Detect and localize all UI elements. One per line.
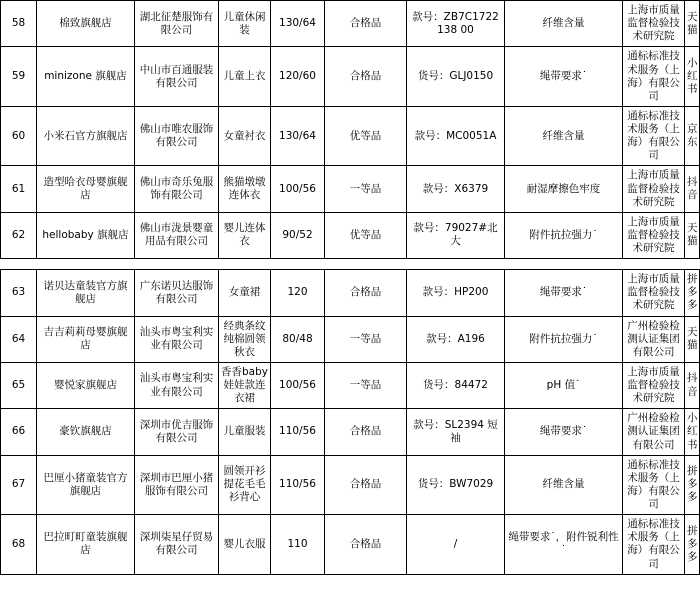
cell-result: 一等品 bbox=[325, 166, 407, 212]
cell-producer: 佛山市奇乐兔服饰有限公司 bbox=[135, 166, 219, 212]
cell-agency: 通标标准技术服务（上海）有限公司 bbox=[623, 106, 685, 166]
cell-item: 附件抗拉强力˙ bbox=[505, 316, 623, 362]
cell-code: 货号：GLJ0150 bbox=[407, 47, 505, 107]
cell-agency: 广州检验检测认证集团有限公司 bbox=[623, 409, 685, 455]
cell-result: 合格品 bbox=[325, 47, 407, 107]
cell-result: 合格品 bbox=[325, 515, 407, 575]
cell-agency: 广州检验检测认证集团有限公司 bbox=[623, 316, 685, 362]
cell-item: 耐湿摩擦色牢度 bbox=[505, 166, 623, 212]
cell-spec: 120 bbox=[271, 270, 325, 316]
cell-shop: 诺贝达童装官方旗舰店 bbox=[37, 270, 135, 316]
cell-product: 婴儿衣服 bbox=[219, 515, 271, 575]
cell-producer: 深圳市优吉服饰有限公司 bbox=[135, 409, 219, 455]
cell-producer: 中山市百通服装有限公司 bbox=[135, 47, 219, 107]
cell-shop: 吉吉莉莉母婴旗舰店 bbox=[37, 316, 135, 362]
cell-code: 款号：MC0051A bbox=[407, 106, 505, 166]
cell-product: 经典条纹纯棉圆领秋衣 bbox=[219, 316, 271, 362]
cell-spec: 90/52 bbox=[271, 212, 325, 258]
cell-agency: 上海市质量监督检验技术研究院 bbox=[623, 1, 685, 47]
cell-product: 儿童服装 bbox=[219, 409, 271, 455]
cell-no: 62 bbox=[1, 212, 37, 258]
cell-item: 纤维含量 bbox=[505, 106, 623, 166]
cell-product: 婴儿连体衣 bbox=[219, 212, 271, 258]
cell-result: 优等品 bbox=[325, 106, 407, 166]
cell-shop: 巴厘小猪童装官方旗舰店 bbox=[37, 455, 135, 515]
results-table-part-1 bbox=[0, 0, 700, 259]
cell-producer: 佛山市唯农服饰有限公司 bbox=[135, 106, 219, 166]
cell-product: 女童裙 bbox=[219, 270, 271, 316]
cell-spec: 110/56 bbox=[271, 409, 325, 455]
cell-agency: 上海市质量监督检验技术研究院 bbox=[623, 166, 685, 212]
cell-code: / bbox=[407, 515, 505, 575]
cell-result: 合格品 bbox=[325, 270, 407, 316]
cell-no: 66 bbox=[1, 409, 37, 455]
cell-no: 59 bbox=[1, 47, 37, 107]
cell-spec: 110 bbox=[271, 515, 325, 575]
cell-shop: 造型哈衣母婴旗舰店 bbox=[37, 166, 135, 212]
cell-agency: 通标标准技术服务（上海）有限公司 bbox=[623, 455, 685, 515]
cell-platform: 天猫 bbox=[685, 1, 700, 47]
cell-agency: 上海市质量监督检验技术研究院 bbox=[623, 270, 685, 316]
cell-product: 香香baby娃娃款连衣裙 bbox=[219, 362, 271, 408]
cell-code: 货号：BW7029 bbox=[407, 455, 505, 515]
cell-platform: 小红书 bbox=[685, 47, 700, 107]
cell-item: 绳带要求˙ bbox=[505, 270, 623, 316]
cell-agency: 通标标准技术服务（上海）有限公司 bbox=[623, 47, 685, 107]
cell-agency: 上海市质量监督检验技术研究院 bbox=[623, 212, 685, 258]
cell-shop: minizone 旗舰店 bbox=[37, 47, 135, 107]
cell-product: 儿童休闲装 bbox=[219, 1, 271, 47]
cell-item: pH 值˙ bbox=[505, 362, 623, 408]
cell-product: 女童衬衣 bbox=[219, 106, 271, 166]
cell-producer: 深圳市巴厘小猪服饰有限公司 bbox=[135, 455, 219, 515]
cell-spec: 80/48 bbox=[271, 316, 325, 362]
cell-code: 款号：A196 bbox=[407, 316, 505, 362]
cell-result: 合格品 bbox=[325, 455, 407, 515]
table-row bbox=[1, 270, 700, 316]
cell-no: 63 bbox=[1, 270, 37, 316]
cell-producer: 广东诺贝达服饰有限公司 bbox=[135, 270, 219, 316]
cell-platform: 拼多多 bbox=[685, 455, 700, 515]
cell-no: 61 bbox=[1, 166, 37, 212]
cell-code: 款号：SL2394 短袖 bbox=[407, 409, 505, 455]
table-row bbox=[1, 1, 700, 47]
cell-shop: 婴悦家旗舰店 bbox=[37, 362, 135, 408]
cell-no: 58 bbox=[1, 1, 37, 47]
table-row bbox=[1, 515, 700, 575]
cell-platform: 拼多多 bbox=[685, 270, 700, 316]
cell-shop: 小米石官方旗舰店 bbox=[37, 106, 135, 166]
cell-platform: 京东 bbox=[685, 106, 700, 166]
cell-agency: 上海市质量监督检验技术研究院 bbox=[623, 362, 685, 408]
cell-shop: 棉致旗舰店 bbox=[37, 1, 135, 47]
cell-spec: 100/56 bbox=[271, 166, 325, 212]
cell-result: 优等品 bbox=[325, 212, 407, 258]
cell-result: 合格品 bbox=[325, 1, 407, 47]
cell-platform: 天猫 bbox=[685, 316, 700, 362]
cell-platform: 拼多多 bbox=[685, 515, 700, 575]
cell-product: 儿童上衣 bbox=[219, 47, 271, 107]
cell-no: 64 bbox=[1, 316, 37, 362]
cell-result: 一等品 bbox=[325, 362, 407, 408]
table-row bbox=[1, 362, 700, 408]
cell-product: 熊猫墩墩连体衣 bbox=[219, 166, 271, 212]
page-break-gap bbox=[0, 259, 700, 269]
cell-code: 货号：84472 bbox=[407, 362, 505, 408]
cell-producer: 湖北征楚服饰有限公司 bbox=[135, 1, 219, 47]
cell-no: 60 bbox=[1, 106, 37, 166]
table-row bbox=[1, 212, 700, 258]
cell-item: 绳带要求˙ bbox=[505, 409, 623, 455]
cell-no: 68 bbox=[1, 515, 37, 575]
cell-platform: 小红书 bbox=[685, 409, 700, 455]
cell-result: 一等品 bbox=[325, 316, 407, 362]
cell-agency: 通标标准技术服务（上海）有限公司 bbox=[623, 515, 685, 575]
cell-shop: 巴拉町町童装旗舰店 bbox=[37, 515, 135, 575]
table-row bbox=[1, 455, 700, 515]
cell-product: 圆领开衫提花毛毛衫背心 bbox=[219, 455, 271, 515]
cell-item: 绳带要求˙ bbox=[505, 47, 623, 107]
cell-producer: 汕头市粤宝利实业有限公司 bbox=[135, 362, 219, 408]
cell-no: 65 bbox=[1, 362, 37, 408]
cell-no: 67 bbox=[1, 455, 37, 515]
cell-item: 附件抗拉强力˙ bbox=[505, 212, 623, 258]
cell-spec: 130/64 bbox=[271, 1, 325, 47]
cell-platform: 抖音 bbox=[685, 166, 700, 212]
table-row bbox=[1, 47, 700, 107]
cell-platform: 天猫 bbox=[685, 212, 700, 258]
cell-spec: 130/64 bbox=[271, 106, 325, 166]
table-row bbox=[1, 316, 700, 362]
cell-item: 纤维含量 bbox=[505, 455, 623, 515]
cell-shop: 豪钦旗舰店 bbox=[37, 409, 135, 455]
cell-producer: 深圳柒星仔贸易有限公司 bbox=[135, 515, 219, 575]
cell-code: 款号：79027#北大 bbox=[407, 212, 505, 258]
cell-spec: 120/60 bbox=[271, 47, 325, 107]
cell-item: 绳带要求˙，附件锐利性˙ bbox=[505, 515, 623, 575]
cell-code: 款号：X6379 bbox=[407, 166, 505, 212]
cell-shop: hellobaby 旗舰店 bbox=[37, 212, 135, 258]
cell-producer: 汕头市粤宝利实业有限公司 bbox=[135, 316, 219, 362]
cell-result: 合格品 bbox=[325, 409, 407, 455]
results-table-part-2 bbox=[0, 269, 700, 575]
cell-item: 纤维含量 bbox=[505, 1, 623, 47]
cell-code: 款号：HP200 bbox=[407, 270, 505, 316]
cell-spec: 110/56 bbox=[271, 455, 325, 515]
cell-spec: 100/56 bbox=[271, 362, 325, 408]
table-row bbox=[1, 409, 700, 455]
cell-producer: 佛山市泷景婴童用品有限公司 bbox=[135, 212, 219, 258]
cell-code: 款号：ZB7C1722138 00 bbox=[407, 1, 505, 47]
table-row bbox=[1, 106, 700, 166]
cell-platform: 抖音 bbox=[685, 362, 700, 408]
table-row bbox=[1, 166, 700, 212]
